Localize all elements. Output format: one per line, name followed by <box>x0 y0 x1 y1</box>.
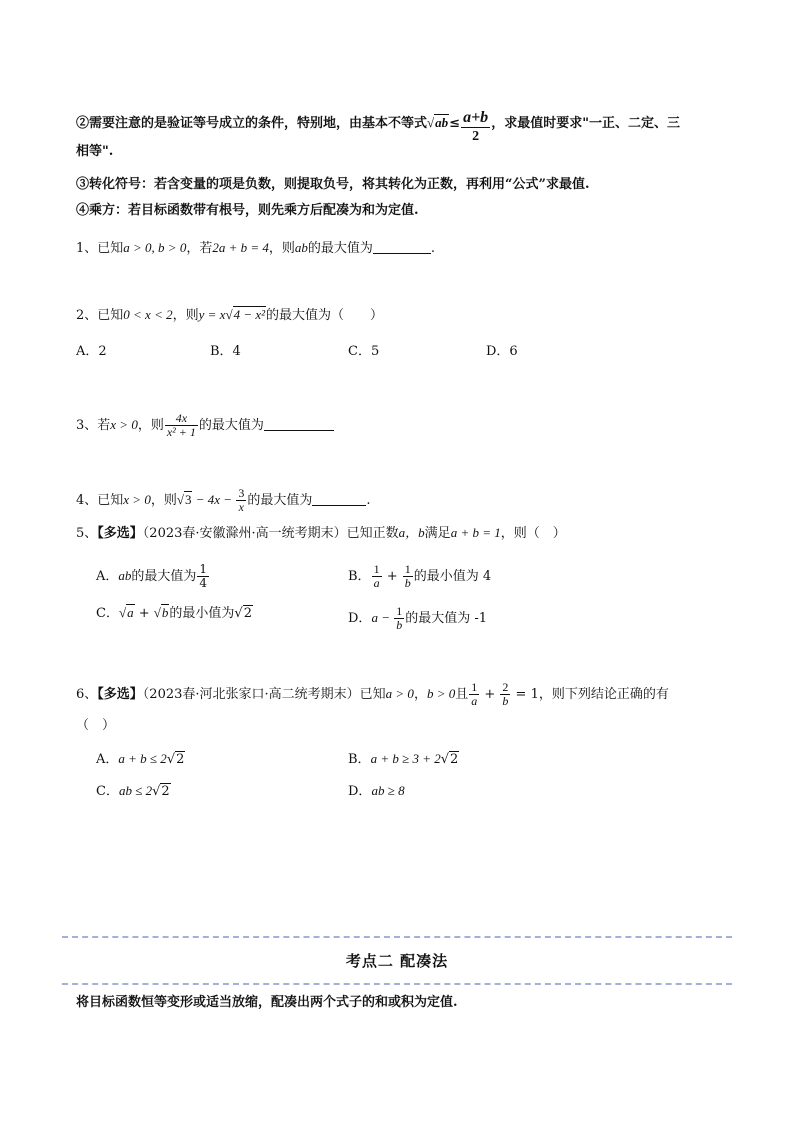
q1-equation: 2a + b = 4 <box>212 240 269 255</box>
tip-2-text-2: ，求最值时要求"一正、二定、三 <box>491 116 680 131</box>
question-3 <box>76 412 334 439</box>
q5-vars: a，b <box>398 525 425 540</box>
q5-equation: a + b = 1 <box>450 525 501 540</box>
q5-option-b[interactable] <box>348 563 491 590</box>
section-2-description-text: 将目标函数恒等变形或适当放缩，配凑出两个式子的和或积为定值. <box>76 995 458 1010</box>
q6-tag: 【多选】 <box>97 687 143 702</box>
q1-sep-2: ，则 <box>268 241 295 256</box>
q1-condition: a > 0, b > 0 <box>123 240 187 255</box>
q6-fraction-2: $\frac{2}{b}$ <box>502 680 509 708</box>
q6-option-b-sqrt: √2 <box>440 752 459 767</box>
q5-option-b-fraction-2: $\frac{1}{b}$ <box>404 562 411 590</box>
q6-and: 且 <box>455 687 469 702</box>
q2-function: y = x <box>198 307 226 322</box>
q5-option-d-text: 的最大值为 -1 <box>405 611 488 626</box>
q4-fraction: $\frac{3}{x}$ <box>238 486 245 514</box>
q5-option-d-fraction: $\frac{1}{b}$ <box>396 604 403 632</box>
q5-option-a-expr: ab <box>118 568 132 583</box>
question-1 <box>76 240 435 257</box>
q5-option-d-label: D． <box>348 611 372 626</box>
q2-condition: 0 < x < 2 <box>123 307 173 322</box>
q6-plus: + <box>480 687 500 702</box>
section-2-title: 考点二 配凑法 <box>345 952 449 970</box>
q5-option-a[interactable] <box>96 563 210 590</box>
q5-option-c-label: C． <box>96 606 119 621</box>
q5-source: （2023春·安徽滁州·高一统考期末）已知正数 <box>142 526 399 541</box>
q2-sqrt: √4 − x² <box>225 307 266 322</box>
question-2 <box>76 307 383 324</box>
q6-option-a-expr: a + b ≤ 2 <box>118 751 167 766</box>
q4-tail: 的最大值为 <box>247 493 313 508</box>
q2-option-b[interactable]: B．4 <box>210 344 241 359</box>
q5-option-c-plus: + <box>134 606 154 621</box>
q3-fraction: $\frac{4x}{\text{x² + 1}}$ <box>166 411 196 439</box>
q6-equals: = 1 <box>511 687 539 702</box>
q4-answer-blank[interactable] <box>312 493 366 506</box>
tip-3-text: ③转化符号：若含变量的项是负数，则提取负号，将其转化为正数，再利用“公式”求最值. <box>76 177 590 192</box>
q5-option-c[interactable] <box>96 605 253 622</box>
q6-option-b-expr: a + b ≥ 3 + 2 <box>370 751 441 766</box>
q6-prefix: 6、 <box>76 687 98 702</box>
tip-2-leq: ≤ <box>449 116 461 131</box>
q3-condition: x > 0 <box>110 417 138 432</box>
q6-option-c-label: C． <box>96 784 119 799</box>
q6-fraction-1: $\frac{1}{a}$ <box>471 680 478 708</box>
q4-sqrt: √3 <box>176 492 192 507</box>
q5-option-a-label: A． <box>96 569 119 584</box>
q3-prefix: 3、若 <box>76 418 111 433</box>
question-5 <box>76 525 566 542</box>
q6-option-c[interactable] <box>96 783 171 800</box>
q5-option-a-fraction: $\frac{1}{4}$ <box>199 562 208 590</box>
tip-2-text: ②需要注意的是验证等号成立的条件，特别地，由基本不等式 <box>76 116 428 131</box>
q2-option-d[interactable]: D．6 <box>486 344 518 359</box>
q5-option-d-expr: a − <box>371 610 394 625</box>
q1-sep: ，若 <box>186 241 213 256</box>
q6-option-a-sqrt: √2 <box>166 752 185 767</box>
q4-sep: ，则 <box>150 493 177 508</box>
q1-answer-blank[interactable] <box>373 241 431 254</box>
q1-prefix: 1、已知 <box>76 241 124 256</box>
q5-option-b-fraction-1: $\frac{1}{a}$ <box>373 562 380 590</box>
q2-sep: ，则 <box>172 308 199 323</box>
q5-option-b-label: B． <box>348 569 371 584</box>
q5-option-d[interactable] <box>348 605 487 632</box>
q1-target: ab <box>294 240 308 255</box>
q5-option-b-plus: + <box>382 569 402 584</box>
q6-sep: ， <box>413 687 427 702</box>
q3-tail: 的最大值为 <box>198 418 264 433</box>
tip-2-fraction: $\frac{a+b}{2}$ <box>463 109 489 144</box>
section-2-description <box>76 995 458 1011</box>
q5-tag: 【多选】 <box>97 526 143 541</box>
q6-option-a[interactable] <box>96 751 185 768</box>
q1-tail: 的最大值为 <box>307 241 373 256</box>
q5-option-c-text: 的最小值为 <box>169 606 235 621</box>
q6-option-b-label: B． <box>348 752 371 767</box>
section-divider-top <box>62 936 732 938</box>
tip-2-continuation: 相等". <box>76 144 114 159</box>
q2-option-a[interactable]: A．2 <box>76 344 107 359</box>
q6-condition-2: b > 0 <box>426 686 456 701</box>
q6-paren-text: （ ） <box>76 718 116 733</box>
q4-end: . <box>366 493 371 508</box>
tip-2-sqrt: √ab <box>427 115 449 130</box>
q6-option-c-expr: ab ≤ 2 <box>118 783 153 798</box>
section-divider-bottom <box>62 983 732 985</box>
q3-sep: ，则 <box>137 418 164 433</box>
q5-prefix: 5、 <box>76 526 98 541</box>
q2-option-c[interactable]: C．5 <box>348 344 380 359</box>
q6-source: （2023春·河北张家口·高二统考期末）已知 <box>142 687 386 702</box>
tip-2-line-1 <box>76 109 680 146</box>
q2-tail: 的最大值为（ ） <box>266 308 384 323</box>
q6-option-c-sqrt: √2 <box>152 784 170 799</box>
tip-4-text: ④乘方：若目标函数带有根号，则先乘方后配凑为和为定值. <box>76 203 419 218</box>
q6-option-a-label: A． <box>96 752 119 767</box>
q6-option-b[interactable] <box>348 751 459 768</box>
question-4 <box>76 487 370 514</box>
q6-option-d-expr: ab ≥ 8 <box>371 783 405 798</box>
q6-paren <box>76 718 115 734</box>
tip-2-line-2 <box>76 144 113 160</box>
q5-option-c-sqrt-1: √a <box>118 605 134 620</box>
q6-condition-1: a > 0 <box>385 686 414 701</box>
question-6 <box>76 681 669 708</box>
q5-option-c-sqrt-3: √2 <box>234 606 252 621</box>
q5-tail: ，则（ ） <box>500 526 566 541</box>
q5-option-c-sqrt-2: √b <box>153 605 169 620</box>
q5-sep: 满足 <box>424 526 451 541</box>
q4-prefix: 4、已知 <box>76 493 124 508</box>
q4-expression: − 4x − <box>192 492 236 507</box>
tip-3 <box>76 177 589 193</box>
q6-option-d[interactable] <box>348 783 405 800</box>
q1-end: . <box>430 241 436 256</box>
q3-answer-blank[interactable] <box>264 418 334 431</box>
q5-option-a-text: 的最大值为 <box>131 569 197 584</box>
q6-tail: ，则下列结论正确的有 <box>538 687 669 702</box>
q5-option-b-text: 的最小值为 4 <box>413 569 492 584</box>
q4-condition: x > 0 <box>123 492 151 507</box>
q2-prefix: 2、已知 <box>76 308 124 323</box>
q6-option-d-label: D． <box>348 784 372 799</box>
tip-4 <box>76 203 419 219</box>
